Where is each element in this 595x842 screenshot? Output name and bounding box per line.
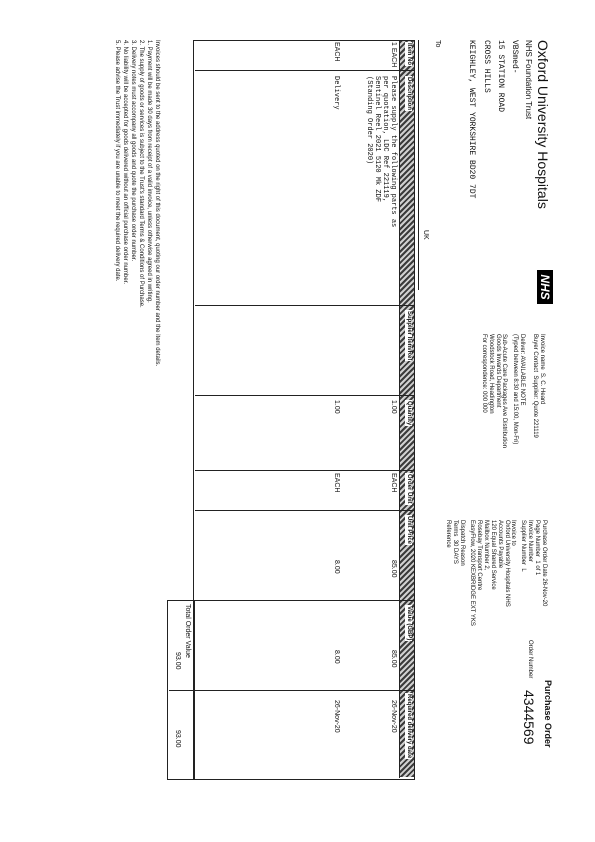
invoice-line-4: Goods Inwards Department (494, 334, 501, 408)
order-number: 4344569 (521, 690, 537, 745)
invoice-line-5: Woodstock Road, Headington (487, 334, 494, 414)
footer-notes (112, 40, 161, 778)
row-1-desc-line-3: Sentinel Reel 2021 5120 Mk ZDF (372, 76, 381, 203)
supplier-number: L (520, 568, 527, 572)
meta-block (445, 520, 547, 640)
table-row-2-unit: EACH (333, 473, 340, 493)
col-header-order-unit: Order Unit (406, 474, 412, 504)
invoice-line-6: For correspondence: 000 000 (480, 334, 487, 413)
terms-label: Terms (452, 520, 459, 537)
table-row-2-price: 8.00 (333, 560, 340, 574)
po-date-label: Purchase Order Date (541, 520, 547, 577)
total-label: Total Order Value (184, 604, 191, 658)
doc-title: Purchase Order (543, 680, 553, 748)
footer-line-4: 3. Delivery notes must accompany all goods and quote the purchase order number. (129, 40, 136, 262)
supplier-line-3: CROSS HILLS (481, 40, 491, 93)
col-header-delivery-date: Required delivery date (406, 694, 412, 759)
invoice-to-line-5: Rosebay Transport Centre (475, 520, 482, 591)
supplier-line-2: 15 STATION ROAD (495, 40, 505, 113)
total-value: 93.00 (174, 652, 181, 670)
supplier-line-1: VBSmed- (510, 40, 519, 74)
org-name: Oxford University Hospitals (535, 40, 551, 209)
buyer-contact: Supplier: Quote 221119 (532, 375, 539, 438)
supplier-to-label: To (434, 40, 441, 48)
col-header-quantity: Quantity (406, 401, 412, 426)
supplier-country: UK (422, 230, 429, 240)
invoice-number-label: Invoice Number (527, 520, 534, 563)
footer-line-1: Invoices should be sent to the address quoted on the right of this document, quoting our order number and the item details. (154, 40, 160, 367)
row-1-desc-line-2: per quotation, LDC Ref 221119, (380, 76, 389, 203)
purchase-order-sheet (45, 40, 555, 780)
invoice-line-3: Sub-Acute Care Packages Ave Distribution (501, 334, 508, 448)
table-row-2-item: EACH (333, 42, 340, 62)
footer-line-6: 5. Please advise the Trust immediately if you are unable to meet the required delivery date. (113, 40, 120, 282)
invoice-to-line-4: Mailbox Number 2, (482, 520, 489, 571)
table-row-2-value: 8.00 (333, 650, 340, 664)
table-row-2-description: Delivery (332, 76, 340, 110)
table-row-1-date: 26-Nov-20 (390, 700, 397, 733)
dispatch-reason-label: Dispatch Reason (459, 520, 466, 566)
invoice-line-2: (Typed between 8:30 and 15:00, Mon-Fri) (512, 334, 519, 445)
invoice-to-line-2: Accounts Payable (496, 520, 503, 569)
col-header-value: Value (GBP) (406, 606, 412, 641)
buyer-contact-label: Buyer Contact (532, 334, 539, 373)
table-row-2-date: 26-Nov-20 (333, 700, 340, 733)
table-row-1-value: 85.00 (390, 650, 397, 668)
reference-label: Reference (445, 520, 452, 548)
table-row-1-item: 1 EACH (390, 42, 397, 68)
invoice-to-line-3: 120 Equal Shared Service (489, 520, 496, 590)
table-row-1-unit: EACH (390, 473, 397, 493)
invoice-name-label: Invoice name (539, 334, 545, 370)
invoice-block (480, 334, 545, 484)
invoice-to-line-1: Oxford University Hospitals NHS (503, 520, 510, 607)
col-header-unit-price: Unit Price (406, 516, 412, 545)
invoice-to-line-6: EasyFlow, 2020 KEXBRIDGE EXT YKS (469, 520, 476, 626)
row-1-desc-line-1: Please supply the following parts as (389, 76, 397, 228)
table-row-1-qty: 1.00 (390, 400, 397, 414)
table-row-1-price: 85.00 (390, 560, 397, 578)
supplier-line-4: KEIGHLEY, WEST YORKSHIRE BD20 7DT (467, 40, 477, 199)
table-row-1-description (365, 76, 397, 301)
order-number-label: Order Number (527, 640, 533, 679)
row-1-desc-line-4: (Standing Order 2020) (364, 76, 373, 165)
footer-line-3: 2. The supply of goods or services is subject to the Trust's standard Terms & Conditions of Purchase. (137, 40, 144, 308)
col-header-item: Item No (406, 43, 412, 66)
table-row-2-qty: 1.00 (333, 400, 340, 414)
terms: 30 DAYS (452, 539, 459, 564)
page-number: 1 of 1 (534, 560, 541, 576)
supplier-address (467, 40, 519, 290)
invoice-name: S. C. Heard (539, 373, 545, 405)
invoice-line-1: Deliver: AVAILABLE NOTE (519, 334, 526, 406)
org-subtitle: NHS Foundation Trust (523, 40, 533, 120)
col-header-description: Description (406, 77, 412, 111)
total-value-2: 93.00 (174, 730, 181, 748)
po-date: 26-Nov-20 (541, 578, 547, 607)
footer-line-5: 4. No liability will be accepted for goods delivered without an official purchase order number. (121, 40, 128, 285)
footer-line-2: 1. Payment will be made 30 days from receipt of a valid invoice, unless otherwise agreed in writing. (145, 40, 152, 303)
page-number-label: Page Number (534, 520, 541, 558)
col-header-supplier-ref: Supplier Item/Ref (406, 311, 412, 361)
invoice-to-label: Invoice to (510, 520, 517, 546)
supplier-number-label: Supplier Number (520, 520, 527, 566)
nhs-logo: NHS (537, 270, 553, 304)
